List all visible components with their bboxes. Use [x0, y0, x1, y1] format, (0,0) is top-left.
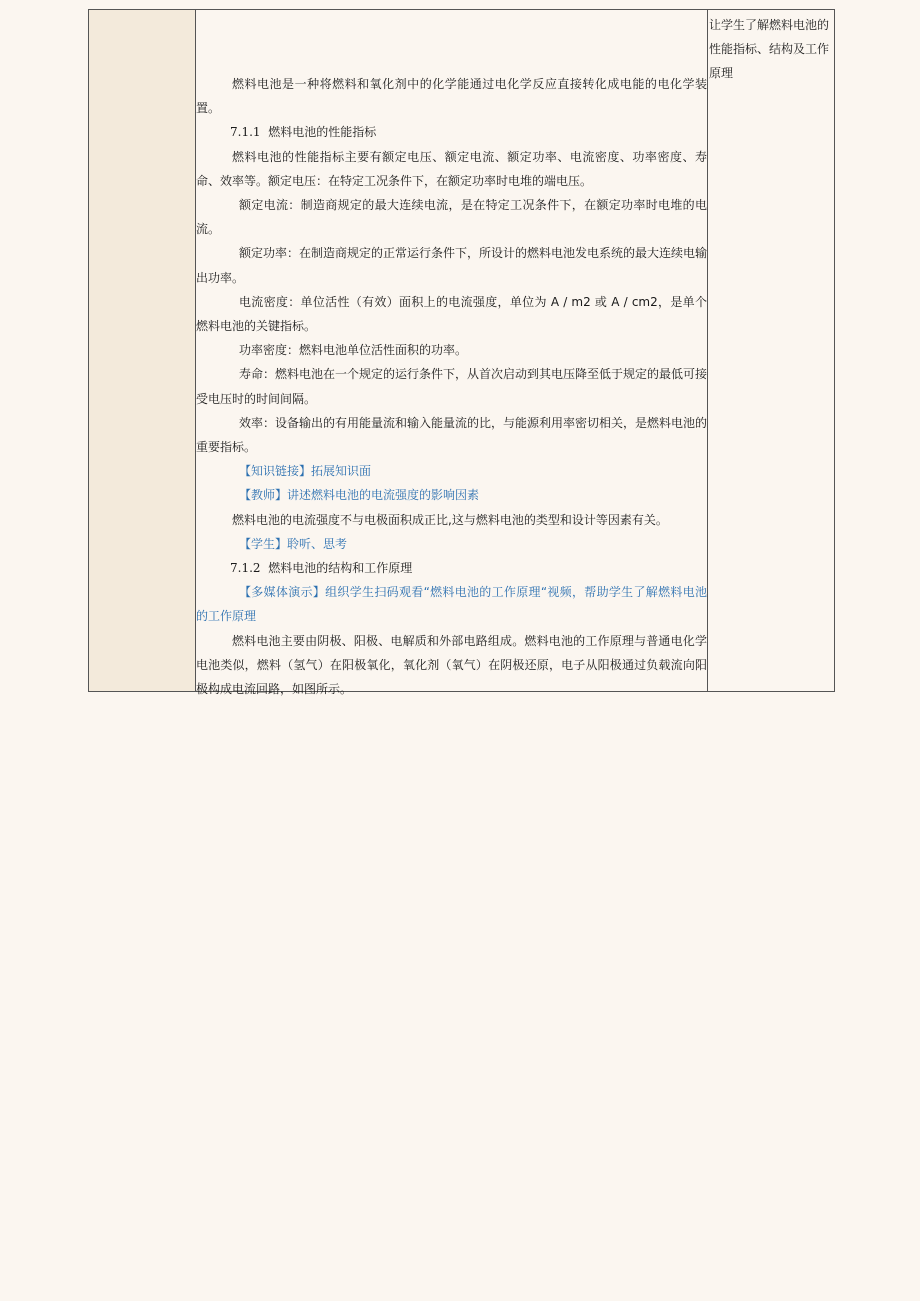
section-heading-2	[196, 556, 707, 580]
intro-paragraph: 燃料电池是一种将燃料和氧化剂中的化学能通过电化学反应直接转化成电能的电化学装置。	[196, 77, 707, 116]
power-density-paragraph: 功率密度：燃料电池单位活性面积的功率。	[239, 343, 468, 358]
multimedia-activity: 【多媒体演示】组织学生扫码观看“燃料电池的工作原理“视频，帮助学生了解燃料电池的工作原理	[196, 585, 707, 624]
teacher-activity: 【教师】讲述燃料电池的电流强度的影响因素	[239, 488, 480, 503]
left-column	[89, 10, 196, 691]
objective-text: 让学生了解燃料电池的性能指标、结构及工作原理	[709, 18, 830, 80]
lesson-table	[88, 9, 835, 697]
current-density-paragraph: 电流密度：单位活性（有效）面积上的电流强度，单位为 A / m2 或 A / cm2，是单个燃料电池的关键指标。	[196, 294, 707, 334]
objective-column	[708, 10, 834, 691]
section-title: 燃料电池的结构和工作原理	[268, 561, 413, 576]
rated-power-paragraph: 额定功率：在制造商规定的正常运行条件下，所设计的燃料电池发电系统的最大连续电输出功率。	[196, 246, 708, 285]
rated-current-paragraph: 额定电流：制造商规定的最大连续电流，是在特定工况条件下，在额定功率时电堆的电流。	[196, 198, 707, 237]
section-number: 7.1.1	[230, 125, 261, 140]
student-activity: 【学生】聆听、思考	[239, 536, 348, 551]
efficiency-paragraph: 效率：设备输出的有用能量流和输入能量流的比，与能源利用率密切相关，是燃料电池的重要指标。	[196, 415, 708, 455]
section-number: 7.1.2	[230, 561, 261, 576]
knowledge-link: 【知识链接】拓展知识面	[239, 464, 372, 479]
section-heading-1	[196, 120, 707, 144]
structure-paragraph: 燃料电池主要由阴极、阳极、电解质和外部电路组成。燃料电池的工作原理与普通电化学电池类似，燃料（氢气）在阳极氧化，氧化剂（氧气）在阴极还原，电子从阳极通过负载流向阳极构成电流回路，如图所示。	[196, 633, 707, 697]
content-column	[196, 10, 708, 697]
factors-paragraph: 燃料电池的电流强度不与电极面积成正比,这与燃料电池的类型和设计等因素有关。	[232, 512, 668, 527]
section-title: 燃料电池的性能指标	[268, 125, 377, 140]
metrics-paragraph: 燃料电池的性能指标主要有额定电压、额定电流、额定功率、电流密度、功率密度、寿命、效率等。额定电压：在特定工况条件下，在额定功率时电堆的端电压。	[196, 149, 707, 188]
lifetime-paragraph: 寿命：燃料电池在一个规定的运行条件下，从首次启动到其电压降至低于规定的最低可接受电压时的时间间隔。	[196, 367, 708, 406]
